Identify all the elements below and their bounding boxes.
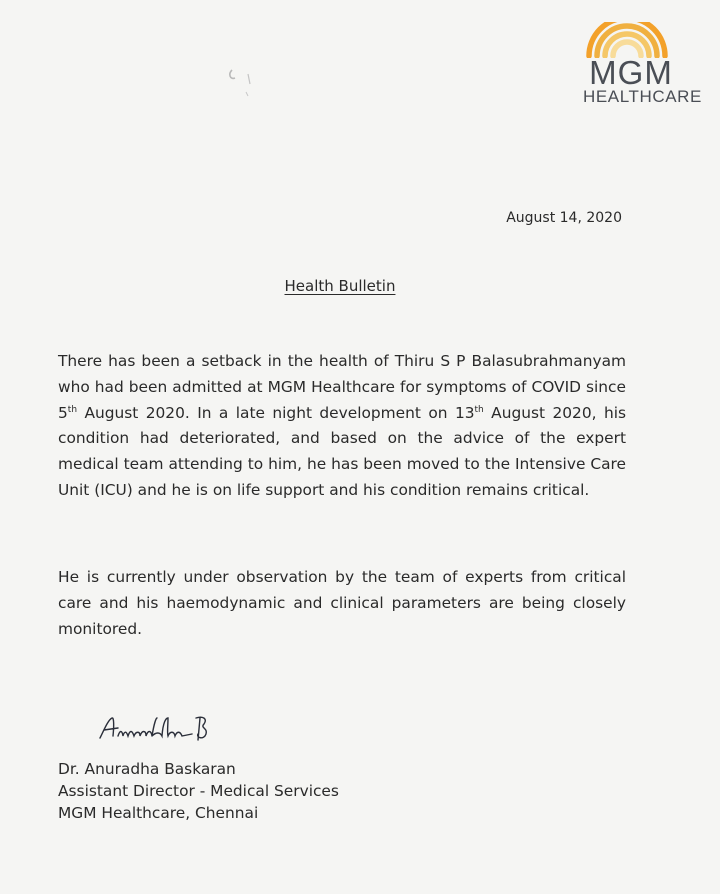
p1-text-b: August 2020. In a late night development on 13 bbox=[77, 403, 475, 422]
logo-subtitle: HEALTHCARE bbox=[582, 87, 702, 106]
p1-ordinal-2: th bbox=[474, 404, 484, 415]
document-title-text: Health Bulletin bbox=[284, 277, 396, 295]
p1-ordinal-1: th bbox=[67, 404, 78, 415]
signatory-block bbox=[58, 758, 339, 824]
p1-text-c: August 2020, his condition had deteriorated, and based on the advice of the expert medical team attending to him, he has been moved to the Intensive Care Unit (ICU) and he is on life support and his condition remains critical. bbox=[58, 403, 626, 499]
signatory-name: Dr. Anuradha Baskaran bbox=[58, 760, 236, 778]
mgm-healthcare-logo bbox=[560, 22, 702, 108]
logo-name: MGM bbox=[589, 54, 673, 91]
letter-date: August 14, 2020 bbox=[506, 210, 622, 226]
p1-text-a: There has been a setback in the health of Thiru S P Balasubrahmanyam who had been admitted at MGM Healthcare for symptoms of COVID since 5 bbox=[58, 352, 626, 422]
signatory-designation: Assistant Director - Medical Services bbox=[58, 782, 339, 800]
handwritten-signature bbox=[96, 712, 226, 746]
scan-smudge bbox=[226, 64, 256, 104]
signatory-organization: MGM Healthcare, Chennai bbox=[58, 804, 259, 822]
bulletin-paragraph-1 bbox=[58, 349, 626, 504]
bulletin-paragraph-2: He is currently under observation by the team of experts from critical care and his haemodynamic and clinical parameters are being closely monitored. bbox=[58, 568, 626, 638]
signal-arcs-icon bbox=[584, 22, 670, 58]
document-title bbox=[200, 277, 480, 295]
